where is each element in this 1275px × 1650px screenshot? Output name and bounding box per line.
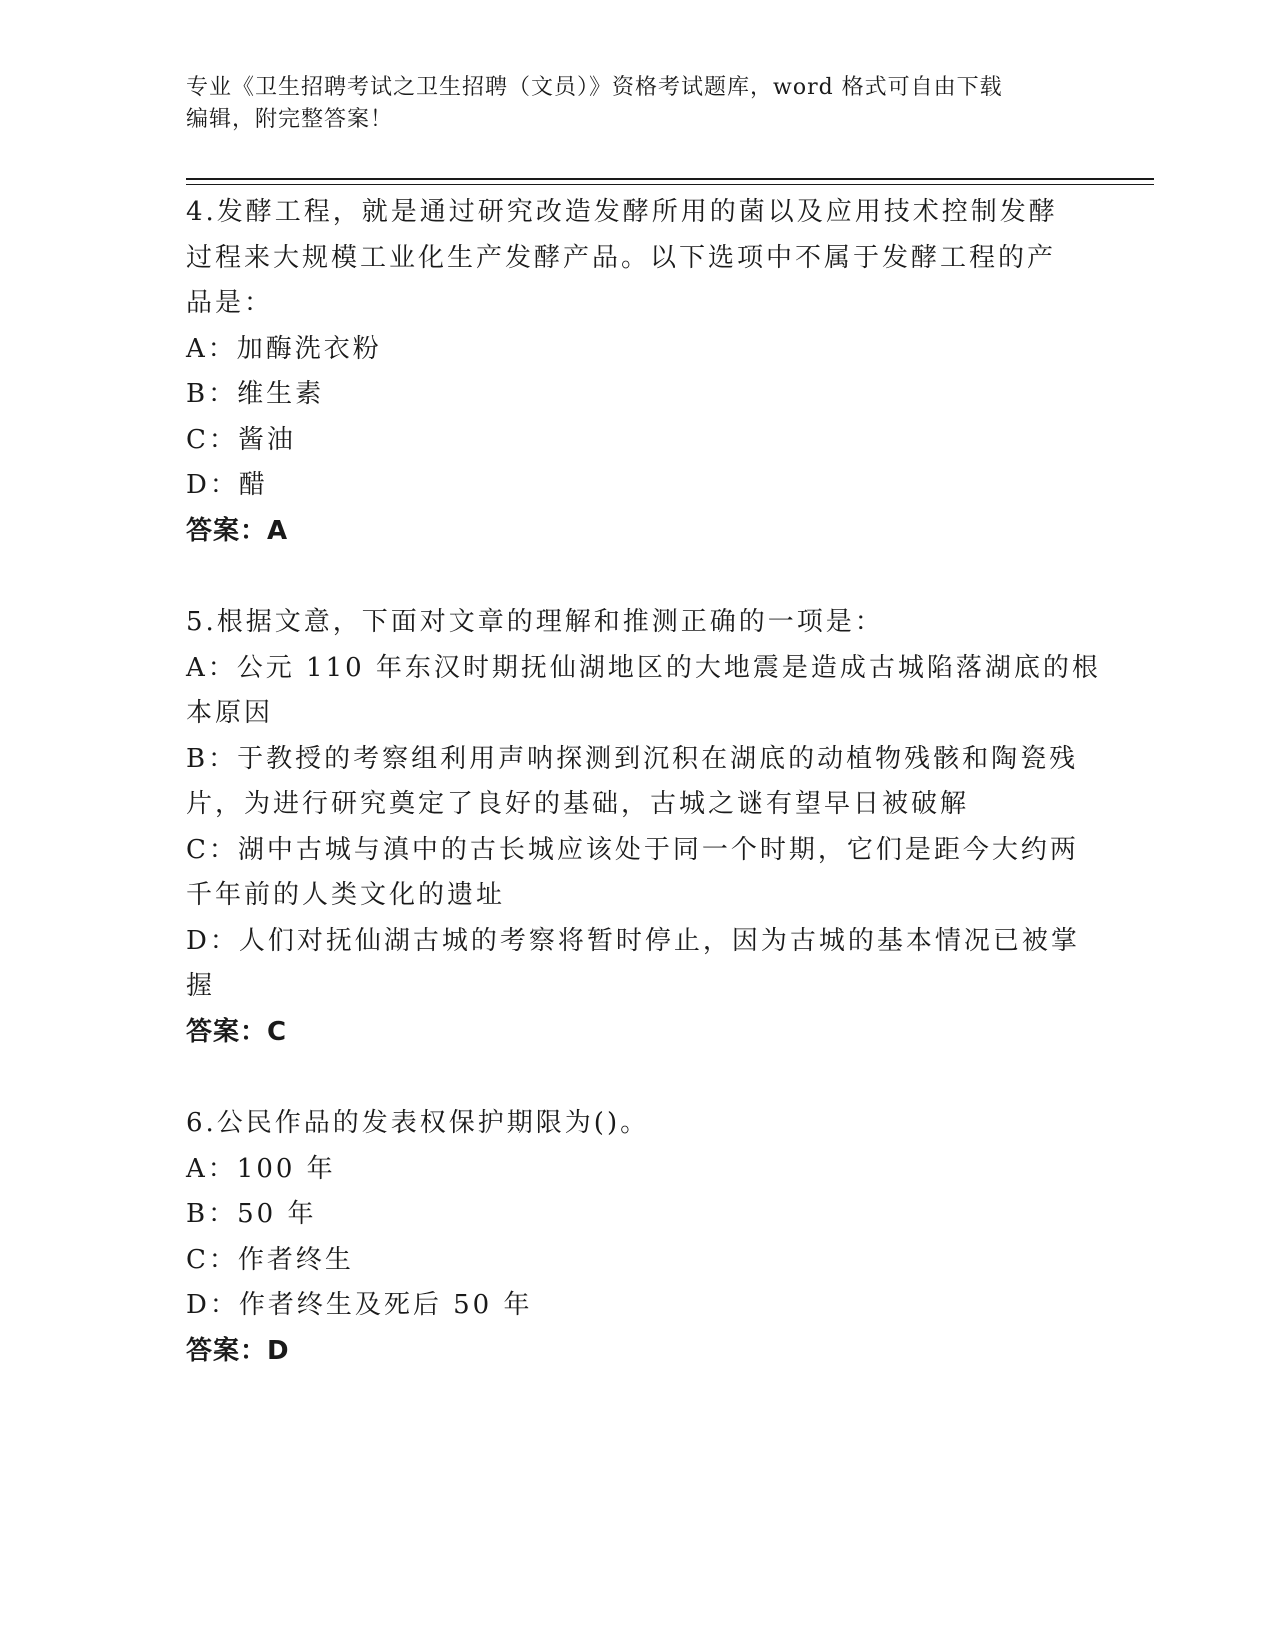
header-divider-thick [186,178,1154,180]
question-stem-line: 5.根据文意，下面对文章的理解和推测正确的一项是： [186,607,884,637]
option-a: A：公元 110 年东汉时期抚仙湖地区的大地震是造成古城陷落湖底的根 [186,652,1101,683]
option-b: B：于教授的考察组利用声呐探测到沉积在湖底的动植物残骸和陶瓷残 [186,743,1079,774]
question-stem-line: 过程来大规模工业化生产发酵产品。以下选项中不属于发酵工程的产 [186,242,1057,273]
option-b: B：50 年 [186,1199,317,1229]
question-stem-line: 4.发酵工程，就是通过研究改造发酵所用的菌以及应用技术控制发酵 [186,197,1058,227]
document-header [186,72,1086,136]
header-divider-thin [186,184,1154,185]
header-line: 编辑，附完整答案！ [186,107,394,132]
answer: 答案：C [186,1016,288,1047]
answer: 答案：A [186,515,289,546]
option-d: D：人们对抚仙湖古城的考察将暂时停止，因为古城的基本情况已被掌 [186,925,1080,956]
option-b: B：维生素 [186,379,325,409]
header-line: 专业《卫生招聘考试之卫生招聘（文员）》资格考试题库，word 格式可自由下载 [186,75,1003,100]
option-b-continued: 片，为进行研究奠定了良好的基础，古城之谜有望早日被破解 [186,789,970,819]
question-stem-line: 6.公民作品的发表权保护期限为()。 [186,1108,650,1138]
option-a: A：100 年 [186,1153,336,1184]
question-5 [186,600,1101,1055]
answer: 答案：D [186,1335,290,1366]
option-a-continued: 本原因 [186,698,274,728]
question-list [186,190,1101,1374]
option-a: A：加酶洗衣粉 [186,333,382,364]
option-c-continued: 千年前的人类文化的遗址 [186,880,506,910]
question-6 [186,1101,1086,1374]
option-d-continued: 握 [186,971,216,1001]
option-d: D：作者终生及死后 50 年 [186,1290,533,1320]
question-4 [186,190,1086,554]
option-c: C：湖中古城与滇中的古长城应该处于同一个时期，它们是距今大约两 [186,834,1079,865]
question-stem-line: 品是： [186,288,274,318]
option-c: C：酱油 [186,424,296,455]
option-d: D：醋 [186,470,268,500]
option-c: C：作者终生 [186,1244,354,1275]
